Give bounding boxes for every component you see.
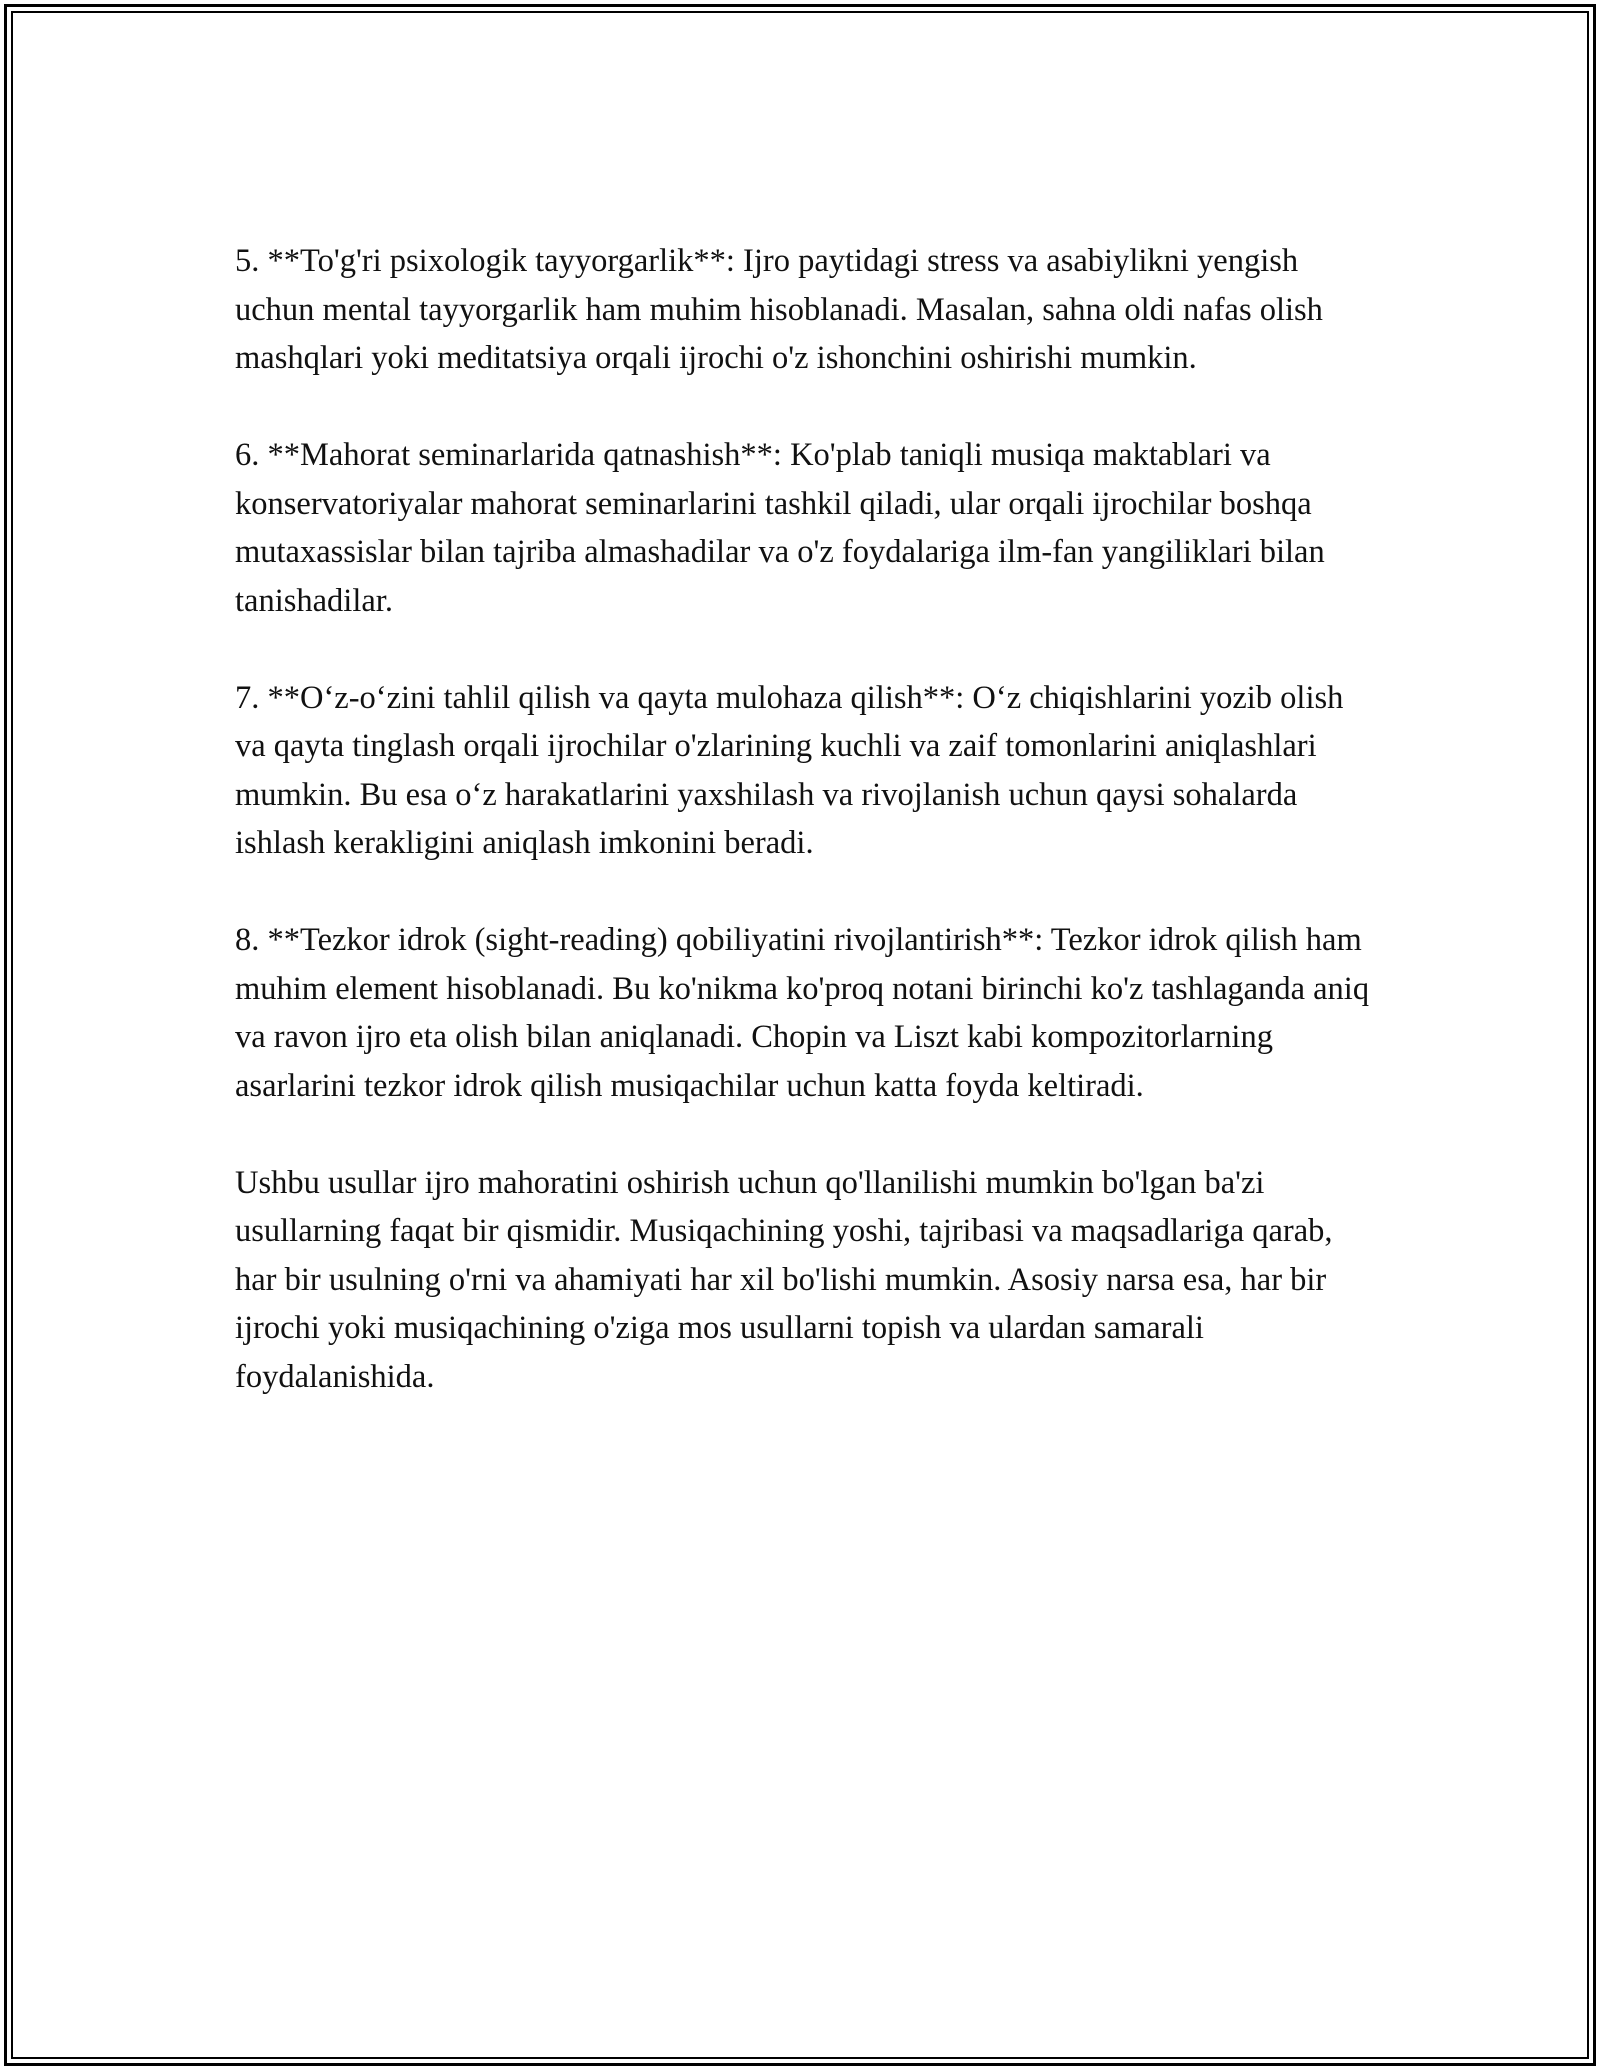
paragraph-item-5: 5. **To'g'ri psixologik tayyorgarlik**: Ijro paytidagi stress va asabiylikni yengish uchun mental tayyorgarlik ham muhim hisoblanadi. Masalan, sahna oldi nafas olish mashqlari yoki meditatsiya orqali ijrochi o'z ishonchini oshirishi mumkin. xyxy=(235,243,1323,376)
paragraph-conclusion: Ushbu usullar ijro mahoratini oshirish uchun qo'llanilishi mumkin bo'lgan ba'zi usullarning faqat bir qismidir. Musiqachining yoshi, tajribasi va maqsadlariga qarab, har bir usulning o'rni va ahamiyati har xil bo'lishi mumkin. Asosiy narsa esa, har bir ijrochi yoki musiqachining o'ziga mos usullarni topish va ulardan samarali foydalanishida. xyxy=(235,1164,1333,1395)
paragraph-item-6: 6. **Mahorat seminarlarida qatnashish**: Ko'plab taniqli musiqa maktablari va konservatoriyalar mahorat seminarlarini tashkil qiladi, ular orqali ijrochilar boshqa mutaxassislar bilan tajriba almashadilar va o'z foydalariga ilm-fan yangiliklari bilan tanishadilar. xyxy=(235,437,1325,619)
paragraph-item-7: 7. **O‘z-o‘zini tahlil qilish va qayta mulohaza qilish**: O‘z chiqishlarini yozib olish va qayta tinglash orqali ijrochilar o'zlarining kuchli va zaif tomonlarini aniqlashlari mumkin. Bu esa o‘z harakatlarini yaxshilash va rivojlanish uchun qaysi sohalarda ishlash kerakligini aniqlash imkonini beradi. xyxy=(235,679,1344,861)
document-body xyxy=(235,237,1375,1450)
paragraph-item-8: 8. **Tezkor idrok (sight-reading) qobiliyatini rivojlantirish**: Tezkor idrok qilish ham muhim element hisoblanadi. Bu ko'nikma ko'proq notani birinchi ko'z tashlaganda aniq va ravon ijro eta olish bilan aniqlanadi. Chopin va Liszt kabi kompozitorlarning asarlarini tezkor idrok qilish musiqachilar uchun katta foyda keltiradi. xyxy=(235,922,1370,1104)
